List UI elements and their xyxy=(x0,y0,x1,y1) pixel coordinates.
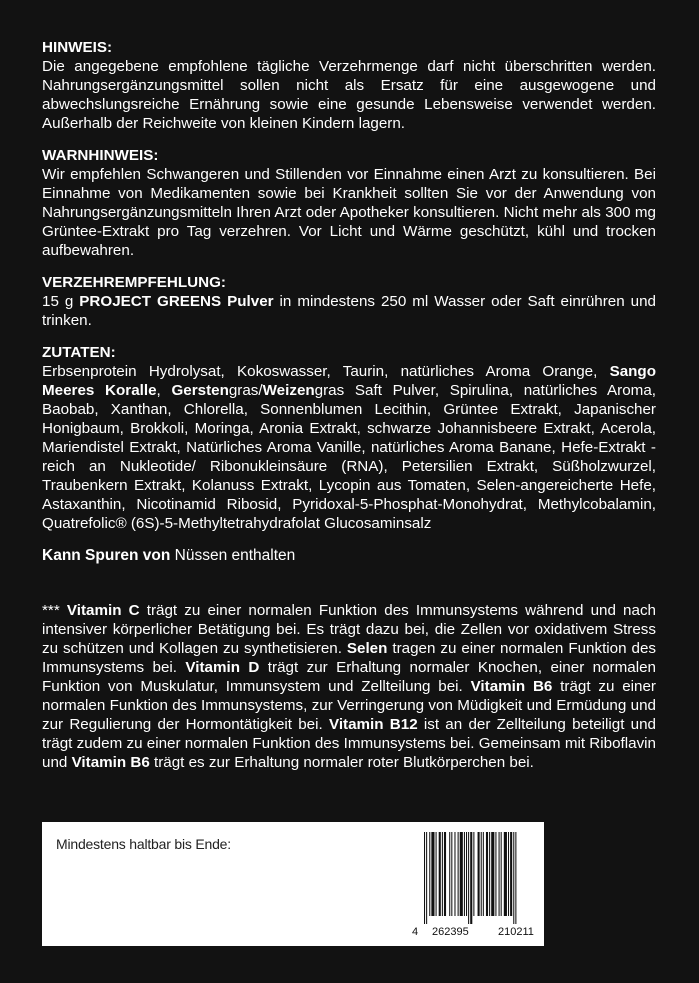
hinweis-heading: HINWEIS: xyxy=(42,39,113,56)
vitamin-claims xyxy=(42,601,656,772)
zutaten-sango: Sango Meeres Koralle xyxy=(42,363,656,399)
zutaten-text xyxy=(42,362,656,533)
barcode-bar xyxy=(464,832,465,916)
barcode xyxy=(410,832,544,942)
vitamin-b6-second: Vitamin B6 xyxy=(71,754,150,771)
barcode-bar xyxy=(466,832,467,916)
vitamin-b6: Vitamin B6 xyxy=(470,678,553,695)
verzehr-heading: VERZEHREMPFEHLUNG: xyxy=(42,274,226,291)
barcode-bar xyxy=(468,832,469,924)
zutaten-part-1: Erbsenprotein Hydrolysat, Kokoswasser, Taurin, natürliches Aroma Orange, xyxy=(42,363,610,380)
barcode-right-group: 210211 xyxy=(498,926,534,938)
barcode-bar xyxy=(451,832,452,916)
zutaten-gersten: Gersten xyxy=(171,382,229,399)
selen-text: tragen zu einer normalen Funktion des Immunsystems bei. xyxy=(42,640,656,676)
barcode-bar xyxy=(470,832,472,924)
zutaten-weizen: Weizen xyxy=(262,382,315,399)
barcode-bar xyxy=(483,832,484,916)
warnhinweis-section xyxy=(42,146,656,260)
vitamin-b12-text: ist an der Zellteilung beteiligt und trägt zudem zu einer normalen Funktion des Immunsystems bei. Gemeinsam mit Riboflavin und xyxy=(42,716,657,771)
barcode-first-digit: 4 xyxy=(412,926,419,938)
barcode-bar xyxy=(429,832,430,916)
barcode-bar xyxy=(436,832,437,916)
barcode-bar xyxy=(501,832,502,916)
vitamin-b6-text: trägt zu einer normalen Funktion des Immunsystems, zur Verringerung von Müdigkeit und Ermüdung und zur Regulierung der Hormontätigkeit bei. xyxy=(42,678,656,733)
barcode-bar xyxy=(489,832,490,916)
expiry-barcode-box xyxy=(42,822,544,946)
barcode-bar xyxy=(486,832,488,916)
zutaten-heading: ZUTATEN: xyxy=(42,344,116,361)
barcode-bar xyxy=(426,832,427,924)
label-text-block xyxy=(42,38,656,772)
barcode-bar xyxy=(458,832,459,916)
barcode-bar xyxy=(491,832,494,916)
zutaten-section xyxy=(42,343,656,533)
vitamin-c: Vitamin C xyxy=(66,602,140,619)
barcode-left-group: 262395 xyxy=(432,926,469,938)
verzehr-text xyxy=(42,292,656,330)
zutaten-part-3: gras/ xyxy=(228,382,263,399)
hinweis-text: Die angegebene empfohlene tägliche Verzehrmenge darf nicht überschritten werden. Nahrungsergänzungsmittel sollen nicht als Ersatz für eine ausgewogene und abwechslungsreiche Ernährung sowie eine gesunde Lebensweise verwendet werden. Außerhalb der Reichweite von kleinen Kindern lagern. xyxy=(42,58,656,132)
vitamin-b12: Vitamin B12 xyxy=(328,716,418,733)
barcode-bar xyxy=(439,832,441,916)
barcode-bar xyxy=(499,832,500,916)
barcode-bar xyxy=(444,832,446,916)
barcode-bar xyxy=(424,832,425,924)
barcode-bar xyxy=(473,832,474,916)
verzehr-product: PROJECT GREENS Pulver xyxy=(79,293,274,310)
allergen-note xyxy=(42,546,656,565)
barcode-bar xyxy=(481,832,482,916)
verzehr-amount: 15 g xyxy=(42,293,80,310)
barcode-bar xyxy=(478,832,480,916)
barcode-bar xyxy=(454,832,455,916)
warnhinweis-heading: WARNHINWEIS: xyxy=(42,147,159,164)
allergen-text: Nüssen enthalten xyxy=(170,547,296,564)
barcode-bar xyxy=(495,832,496,916)
verzehr-instructions: in mindestens 250 ml Wasser oder Saft einrühren und trinken. xyxy=(42,293,656,329)
hinweis-section xyxy=(42,38,656,133)
barcode-bar xyxy=(460,832,463,916)
barcode-bar xyxy=(449,832,450,916)
vitamin-asterisks: *** xyxy=(42,602,67,619)
barcode-bar xyxy=(513,832,514,924)
verzehr-section xyxy=(42,273,656,330)
barcode-bar xyxy=(504,832,507,916)
barcode-bar xyxy=(510,832,512,916)
allergen-bold: Kann Spuren von xyxy=(42,547,171,564)
barcode-bar xyxy=(431,832,434,916)
selen: Selen xyxy=(346,640,388,657)
vitamin-b6-second-text: trägt es zur Erhaltung normaler roter Blutkörperchen bei. xyxy=(149,754,534,771)
zutaten-part-2: , xyxy=(156,382,172,399)
barcode-bar xyxy=(515,832,516,924)
best-before-label: Mindestens haltbar bis Ende: xyxy=(56,836,231,852)
warnhinweis-text: Wir empfehlen Schwangeren und Stillenden vor Einnahme einen Arzt zu konsultieren. Bei Einnahme von Medikamenten sowie bei Krankheit sollten Sie vor der Anwendung von Nahrungsergänzungsmitteln Ihren Arzt oder Apotheker konsultieren. Nicht mehr als 300 mg Grüntee-Extrakt pro Tag verzehren. Vor Licht und Wärme geschützt, kühl und trocken aufbewahren. xyxy=(42,166,656,259)
vitamin-d: Vitamin D xyxy=(185,659,260,676)
vitamin-c-text: trägt zu einer normalen Funktion des Immunsystems während und nach intensiver körperlicher Betätigung bei. Es trägt dazu bei, die Zellen vor oxidativem Stress zu schützen und Kollagen zu synthetisieren. xyxy=(42,602,656,657)
vitamin-d-text: trägt zur Erhaltung normaler Knochen, einer normalen Funktion von Muskulatur, Immunsystem und Zellteilung bei. xyxy=(42,659,656,695)
barcode-bar xyxy=(442,832,443,916)
barcode-bar xyxy=(508,832,509,916)
zutaten-part-4: gras Saft Pulver, Spirulina, natürliches Aroma, Baobab, Xanthan, Chlorella, Sonnenblumen Lecithin, Grüntee Extrakt, Japanischer Honigbaum, Brokkoli, Moringa, Aronia Extrakt, schwarze Johannisbeere Extrakt, Acerola, Mariendistel Extrakt, Natürliches Aroma Vanille, natürliches Aroma Banane, Hefe-Extrakt - reich an Nukleotide/ Ribonukleinsäure (RNA), Petersilien Extrakt, Süßholzwurzel, Traubenkern Extrakt, Kolanuss Extrakt, Lycopin aus Tomaten, Selen-angereicherte Hefe, Astaxanthin, Nicotinamid Ribosid, Pyridoxal-5-Phosphat-Monohydrat, Methylcobalamin, Quatrefolic® (6S)-5-Methyltetrahydrafolat Glucosaminsalz xyxy=(42,382,656,532)
barcode-bars xyxy=(410,832,544,924)
